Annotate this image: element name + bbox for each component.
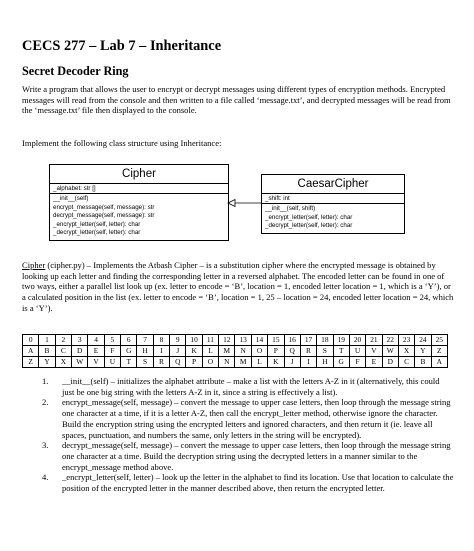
reversed-cell: U [104, 357, 120, 368]
index-cell: 3 [72, 335, 88, 346]
reversed-cell: W [72, 357, 88, 368]
index-cell: 12 [219, 335, 235, 346]
index-cell: 15 [268, 335, 284, 346]
index-cell: 21 [366, 335, 382, 346]
reversed-cell: G [333, 357, 349, 368]
alphabet-table [22, 334, 448, 368]
reversed-cell: L [251, 357, 267, 368]
letter-cell: U [349, 346, 365, 357]
letter-cell: Z [431, 346, 447, 357]
reversed-cell: R [153, 357, 169, 368]
letter-cell: J [170, 346, 186, 357]
letter-cell: D [72, 346, 88, 357]
uml-class-name: Cipher [50, 165, 228, 184]
index-cell: 5 [104, 335, 120, 346]
letter-cell: G [121, 346, 137, 357]
index-cell: 25 [431, 335, 447, 346]
reversed-cell: A [431, 357, 447, 368]
letter-cell: H [137, 346, 153, 357]
reversed-cell: X [55, 357, 71, 368]
letter-cell: Y [415, 346, 431, 357]
list-number: 4. [42, 472, 49, 483]
letter-cell: W [382, 346, 398, 357]
index-cell: 23 [398, 335, 414, 346]
reversed-cell: S [137, 357, 153, 368]
uml-methods [50, 194, 228, 240]
index-cell: 19 [333, 335, 349, 346]
letter-cell: L [202, 346, 218, 357]
inheritance-arrow [227, 198, 263, 208]
list-number: 2. [42, 397, 49, 408]
index-cell: 9 [170, 335, 186, 346]
letter-cell: V [366, 346, 382, 357]
uml-method: encrypt_message(self, message): str [53, 203, 155, 211]
reversed-cell: O [202, 357, 218, 368]
list-item [22, 397, 454, 440]
uml-method: _encrypt_letter(self, letter): char [53, 220, 141, 228]
intro-paragraph: Write a program that allows the user to encrypt or decrypt messages using different types of encryption methods. Encrypted messages will read from the console and then written to a file called ‘message.txt’, and decrypted messages will be read from the ‘message.txt’ file then displayed to the console. [22, 84, 451, 116]
index-cell: 1 [39, 335, 55, 346]
index-cell: 20 [349, 335, 365, 346]
method-list [22, 376, 454, 494]
index-cell: 7 [137, 335, 153, 346]
index-cell: 6 [121, 335, 137, 346]
implement-paragraph: Implement the following class structure using Inheritance: [22, 138, 222, 148]
list-text: encrypt_message(self, message) – convert the message to upper case letters, then loop through the message string one character at a time, if it is a letter A-Z, then call the encrypt_letter method, otherwise ignore the character. Build the encryption string using the encrypted letters and ignored characters, and then return it (ie. leave all spaces, punctuation, and numbers the same, only letters in the string will be encrypted). [62, 397, 451, 440]
reversed-cell: T [121, 357, 137, 368]
letter-cell: A [23, 346, 39, 357]
letter-cell: B [39, 346, 55, 357]
uml-method: _encrypt_letter(self, letter): char [265, 213, 353, 221]
index-cell: 17 [300, 335, 316, 346]
list-number: 1. [42, 376, 49, 386]
list-item [22, 472, 454, 493]
index-cell: 4 [88, 335, 104, 346]
uml-method: __init__(self) [53, 195, 89, 202]
reversed-cell: F [349, 357, 365, 368]
reversed-cell: Y [39, 357, 55, 368]
letter-cell: F [104, 346, 120, 357]
uml-attribute: _shift: int [262, 194, 404, 204]
letter-cell: C [55, 346, 71, 357]
reversed-cell: C [398, 357, 414, 368]
reversed-cell: P [186, 357, 202, 368]
reversed-cell: B [415, 357, 431, 368]
index-cell: 16 [284, 335, 300, 346]
reversed-cell: H [317, 357, 333, 368]
page-title: CECS 277 – Lab 7 – Inheritance [22, 38, 222, 54]
reversed-cell: Z [23, 357, 39, 368]
cipher-description [22, 260, 454, 314]
uml-attribute: _alphabet: str [] [50, 184, 228, 194]
cipher-link[interactable]: Cipher [22, 260, 46, 270]
letter-cell: R [300, 346, 316, 357]
uml-cipher-class [49, 164, 229, 241]
reversed-cell: D [382, 357, 398, 368]
letter-cell: P [268, 346, 284, 357]
index-cell: 0 [23, 335, 39, 346]
index-row [23, 335, 448, 346]
reversed-cell: I [300, 357, 316, 368]
index-cell: 11 [202, 335, 218, 346]
index-cell: 18 [317, 335, 333, 346]
reversed-cell: Q [170, 357, 186, 368]
section-heading: Secret Decoder Ring [22, 64, 129, 78]
letter-cell: K [186, 346, 202, 357]
index-cell: 13 [235, 335, 251, 346]
index-cell: 10 [186, 335, 202, 346]
letter-cell: M [219, 346, 235, 357]
list-item [22, 376, 454, 397]
reversed-row [23, 357, 448, 368]
list-text: _encrypt_letter(self, letter) – look up the letter in the alphabet to find its location. Use that location to calculate the position of the encrypted letter in the manner described above, then return the encrypted letter. [62, 472, 454, 494]
index-cell: 24 [415, 335, 431, 346]
reversed-cell: N [219, 357, 235, 368]
index-cell: 22 [382, 335, 398, 346]
list-number: 3. [42, 440, 49, 451]
list-text: __init__(self) – initializes the alphabet attribute – make a list with the letters A-Z in it (alternatively, this could just be one big string with the letters A-Z in it, since a string is effectively a list). [62, 376, 440, 397]
uml-caesar-class [261, 174, 405, 234]
letter-cell: N [235, 346, 251, 357]
cipher-description-text: (cipher.py) – Implements the Atbash Cipher – is a substitution cipher where the encrypted message is obtained by looking up each letter and finding the corresponding letter in a reversed alphabet. The encoded letter can be found in one of two ways, either a parallel list look up (ex. letter to encode = ‘B’, location = 1, encoded letter location = 1, which is a ‘Y’), or a calculated position in the list (ex. letter to encode = ‘B’, location = 1, 25 – location = 24, encoded letter location = 24, which is a ‘Y’). [22, 260, 454, 313]
uml-method: __init__(self, shift) [265, 205, 316, 212]
letter-cell: Q [284, 346, 300, 357]
letter-cell: E [88, 346, 104, 357]
reversed-cell: M [235, 357, 251, 368]
letter-cell: T [333, 346, 349, 357]
reversed-cell: V [88, 357, 104, 368]
reversed-cell: E [366, 357, 382, 368]
letter-row [23, 346, 448, 357]
reversed-cell: K [268, 357, 284, 368]
letter-cell: I [153, 346, 169, 357]
letter-cell: O [251, 346, 267, 357]
letter-cell: X [398, 346, 414, 357]
uml-method: _decrypt_letter(self, letter): char [265, 222, 353, 230]
letter-cell: S [317, 346, 333, 357]
uml-method: _decrypt_letter(self, letter): char [53, 229, 141, 237]
list-item [22, 440, 454, 472]
uml-method: decrypt_message(self, message): str [53, 212, 155, 220]
index-cell: 2 [55, 335, 71, 346]
list-text: decrypt_message(self, message) – convert the message to upper case letters, then loop through the message string one character at a time. Build the decryption string using the decrypted letters in a manner similar to the encrypt_message method above. [62, 440, 451, 472]
index-cell: 8 [153, 335, 169, 346]
uml-methods [262, 204, 404, 233]
uml-class-name: CaesarCipher [262, 175, 404, 194]
reversed-cell: J [284, 357, 300, 368]
index-cell: 14 [251, 335, 267, 346]
